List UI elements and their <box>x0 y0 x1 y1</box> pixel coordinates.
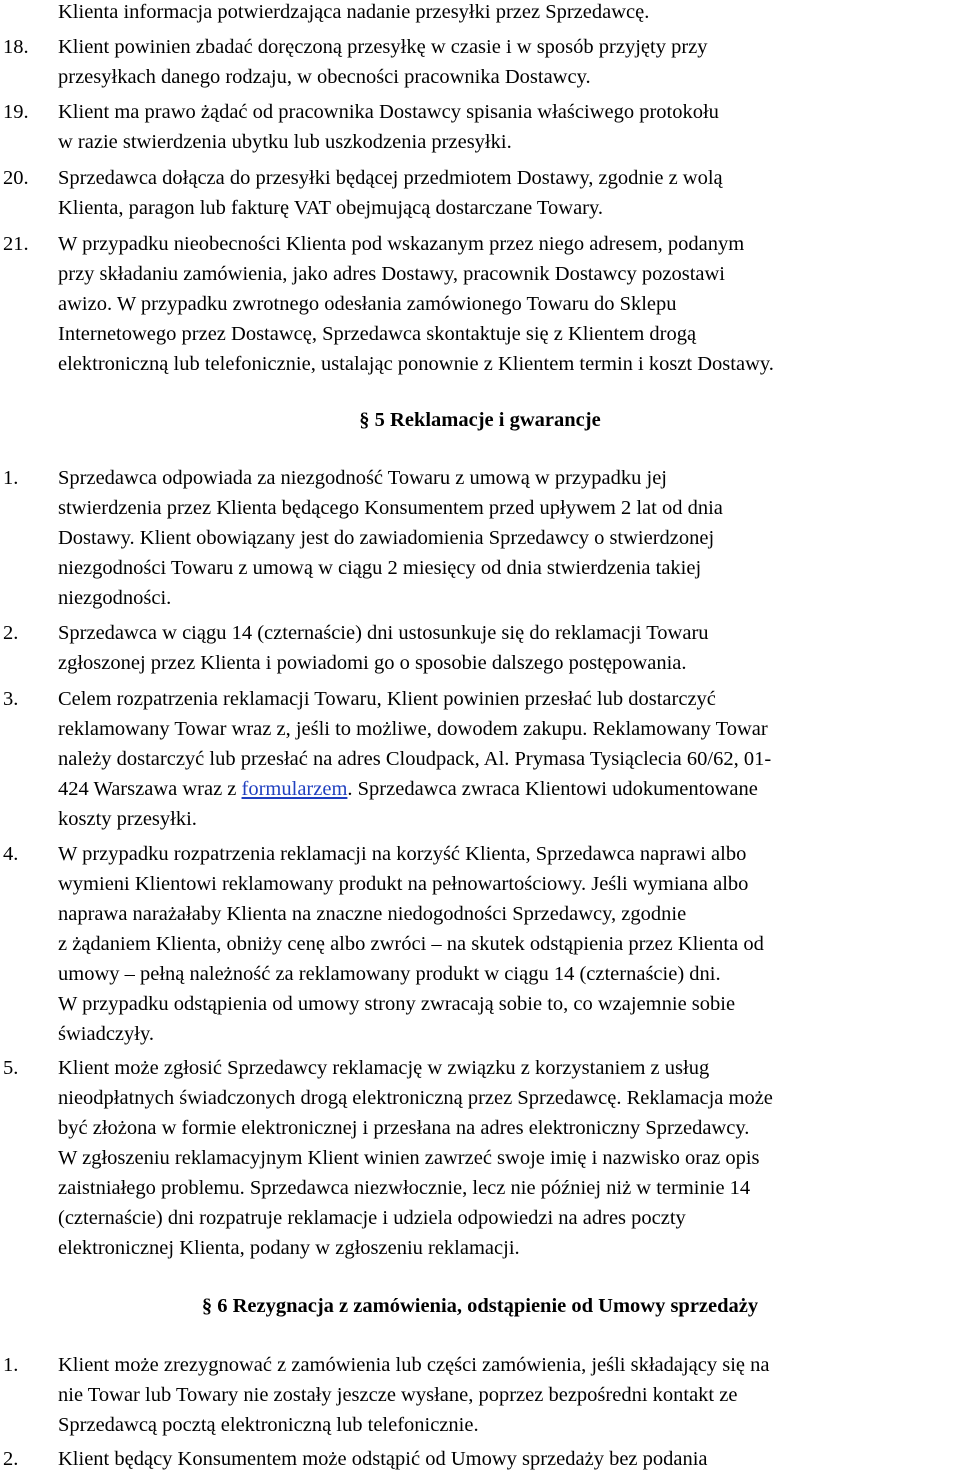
text-line-with-link <box>58 774 771 804</box>
item-number: 1. <box>3 467 19 489</box>
text-line: W zgłoszeniu reklamacyjnym Klient winien zawrzeć swoje imię i nazwisko oraz opis <box>58 1147 760 1169</box>
text-line: Celem rozpatrzenia reklamacji Towaru, Klient powinien przesłać lub dostarczyć <box>58 688 716 710</box>
item-number: 1. <box>3 1354 19 1376</box>
text-line: stwierdzenia przez Klienta będącego Konsumentem przed upływem 2 lat od dnia <box>58 497 723 519</box>
form-link[interactable]: formularzem <box>241 778 348 800</box>
text-line: Sprzedawcą pocztą elektroniczną lub telefonicznie. <box>58 1414 479 1436</box>
section-heading: § 5 Reklamacje i gwarancje <box>359 409 601 431</box>
text-line: Klient będący Konsumentem może odstąpić od Umowy sprzedaży bez podania <box>58 1448 708 1470</box>
text-line: umowy – pełną należność za reklamowany produkt w ciągu 14 (czternaście) dni. <box>58 963 721 985</box>
item-number: 3. <box>3 688 19 710</box>
text-line: niezgodności. <box>58 587 172 609</box>
text-line: reklamowany Towar wraz z, jeśli to możliwe, dowodem zakupu. Reklamowany Towar <box>58 718 768 740</box>
text-line: Klient ma prawo żądać od pracownika Dostawcy spisania właściwego protokołu <box>58 101 719 123</box>
text-line: Sprzedawca dołącza do przesyłki będącej przedmiotem Dostawy, zgodnie z wolą <box>58 167 723 189</box>
text-fragment: 424 Warszawa wraz z <box>58 778 242 800</box>
text-line: naprawa narażałaby Klienta na znaczne niedogodności Sprzedawcy, zgodnie <box>58 903 687 925</box>
text-line: awizo. W przypadku zwrotnego odesłania zamówionego Towaru do Sklepu <box>58 293 677 315</box>
text-line: zaistniałego problemu. Sprzedawca niezwłocznie, lecz nie później niż w terminie 14 <box>58 1177 751 1199</box>
item-number: 2. <box>3 1448 19 1470</box>
text-line: W przypadku odstąpienia od umowy strony zwracają sobie to, co wzajemnie sobie <box>58 993 736 1015</box>
text-line: nieodpłatnych świadczonych drogą elektroniczną przez Sprzedawcę. Reklamacja może <box>58 1087 773 1109</box>
item-number: 5. <box>3 1057 19 1079</box>
item-number: 21. <box>3 233 29 255</box>
text-line: Klienta, paragon lub fakturę VAT obejmującą dostarczane Towary. <box>58 197 604 219</box>
text-line: Klient może zrezygnować z zamówienia lub części zamówienia, jeśli składający się na <box>58 1354 770 1376</box>
section-heading: § 6 Rezygnacja z zamówienia, odstąpienie od Umowy sprzedaży <box>201 1295 759 1317</box>
text-line: być złożona w formie elektronicznej i przesłana na adres elektroniczny Sprzedawcy. <box>58 1117 750 1139</box>
text-line: koszty przesyłki. <box>58 808 197 830</box>
text-line: (czternaście) dni rozpatruje reklamacje i udziela odpowiedzi na adres poczty <box>58 1207 686 1229</box>
item-number: 20. <box>3 167 29 189</box>
text-line: przy składaniu zamówienia, jako adres Dostawy, pracownik Dostawcy pozostawi <box>58 263 726 285</box>
item-number: 18. <box>3 36 29 58</box>
text-line: należy dostarczyć lub przesłać na adres Cloudpack, Al. Prymasa Tysiąclecia 60/62, 01- <box>58 748 772 770</box>
text-line: Sprzedawca w ciągu 14 (czternaście) dni ustosunkuje się do reklamacji Towaru <box>58 622 709 644</box>
text-fragment: . Sprzedawca zwraca Klientowi udokumentowane <box>347 778 758 800</box>
text-line: Klienta informacja potwierdzająca nadanie przesyłki przez Sprzedawcę. <box>58 1 650 23</box>
item-number: 4. <box>3 843 19 865</box>
text-line: przesyłkach danego rodzaju, w obecności pracownika Dostawcy. <box>58 66 591 88</box>
text-line: nie Towar lub Towary nie zostały jeszcze wysłane, poprzez bezpośredni kontakt ze <box>58 1384 738 1406</box>
item-number: 2. <box>3 622 19 644</box>
text-line: Internetowego przez Dostawcę, Sprzedawca skontaktuje się z Klientem drogą <box>58 323 697 345</box>
text-line: Dostawy. Klient obowiązany jest do zawiadomienia Sprzedawcy o stwierdzonej <box>58 527 715 549</box>
text-line: Klient powinien zbadać doręczoną przesyłkę w czasie i w sposób przyjęty przy <box>58 36 708 58</box>
text-line: z żądaniem Klienta, obniży cenę albo zwróci – na skutek odstąpienia przez Klienta od <box>58 933 764 955</box>
text-line: W przypadku rozpatrzenia reklamacji na korzyść Klienta, Sprzedawca naprawi albo <box>58 843 747 865</box>
text-line: Sprzedawca odpowiada za niezgodność Towaru z umową w przypadku jej <box>58 467 667 489</box>
text-line: świadczyły. <box>58 1023 155 1045</box>
text-line: elektronicznej Klienta, podany w zgłoszeniu reklamacji. <box>58 1237 520 1259</box>
text-line: niezgodności Towaru z umową w ciągu 2 miesięcy od dnia stwierdzenia takiej <box>58 557 702 579</box>
text-line: wymieni Klientowi reklamowany produkt na pełnowartościowy. Jeśli wymiana albo <box>58 873 749 895</box>
item-number: 19. <box>3 101 29 123</box>
text-line: W przypadku nieobecności Klienta pod wskazanym przez niego adresem, podanym <box>58 233 745 255</box>
text-line: elektroniczną lub telefonicznie, ustalając ponownie z Klientem termin i koszt Dostawy. <box>58 353 774 375</box>
text-line: zgłoszonej przez Klienta i powiadomi go o sposobie dalszego postępowania. <box>58 652 687 674</box>
text-line: w razie stwierdzenia ubytku lub uszkodzenia przesyłki. <box>58 131 512 153</box>
text-line: Klient może zgłosić Sprzedawcy reklamację w związku z korzystaniem z usług <box>58 1057 710 1079</box>
